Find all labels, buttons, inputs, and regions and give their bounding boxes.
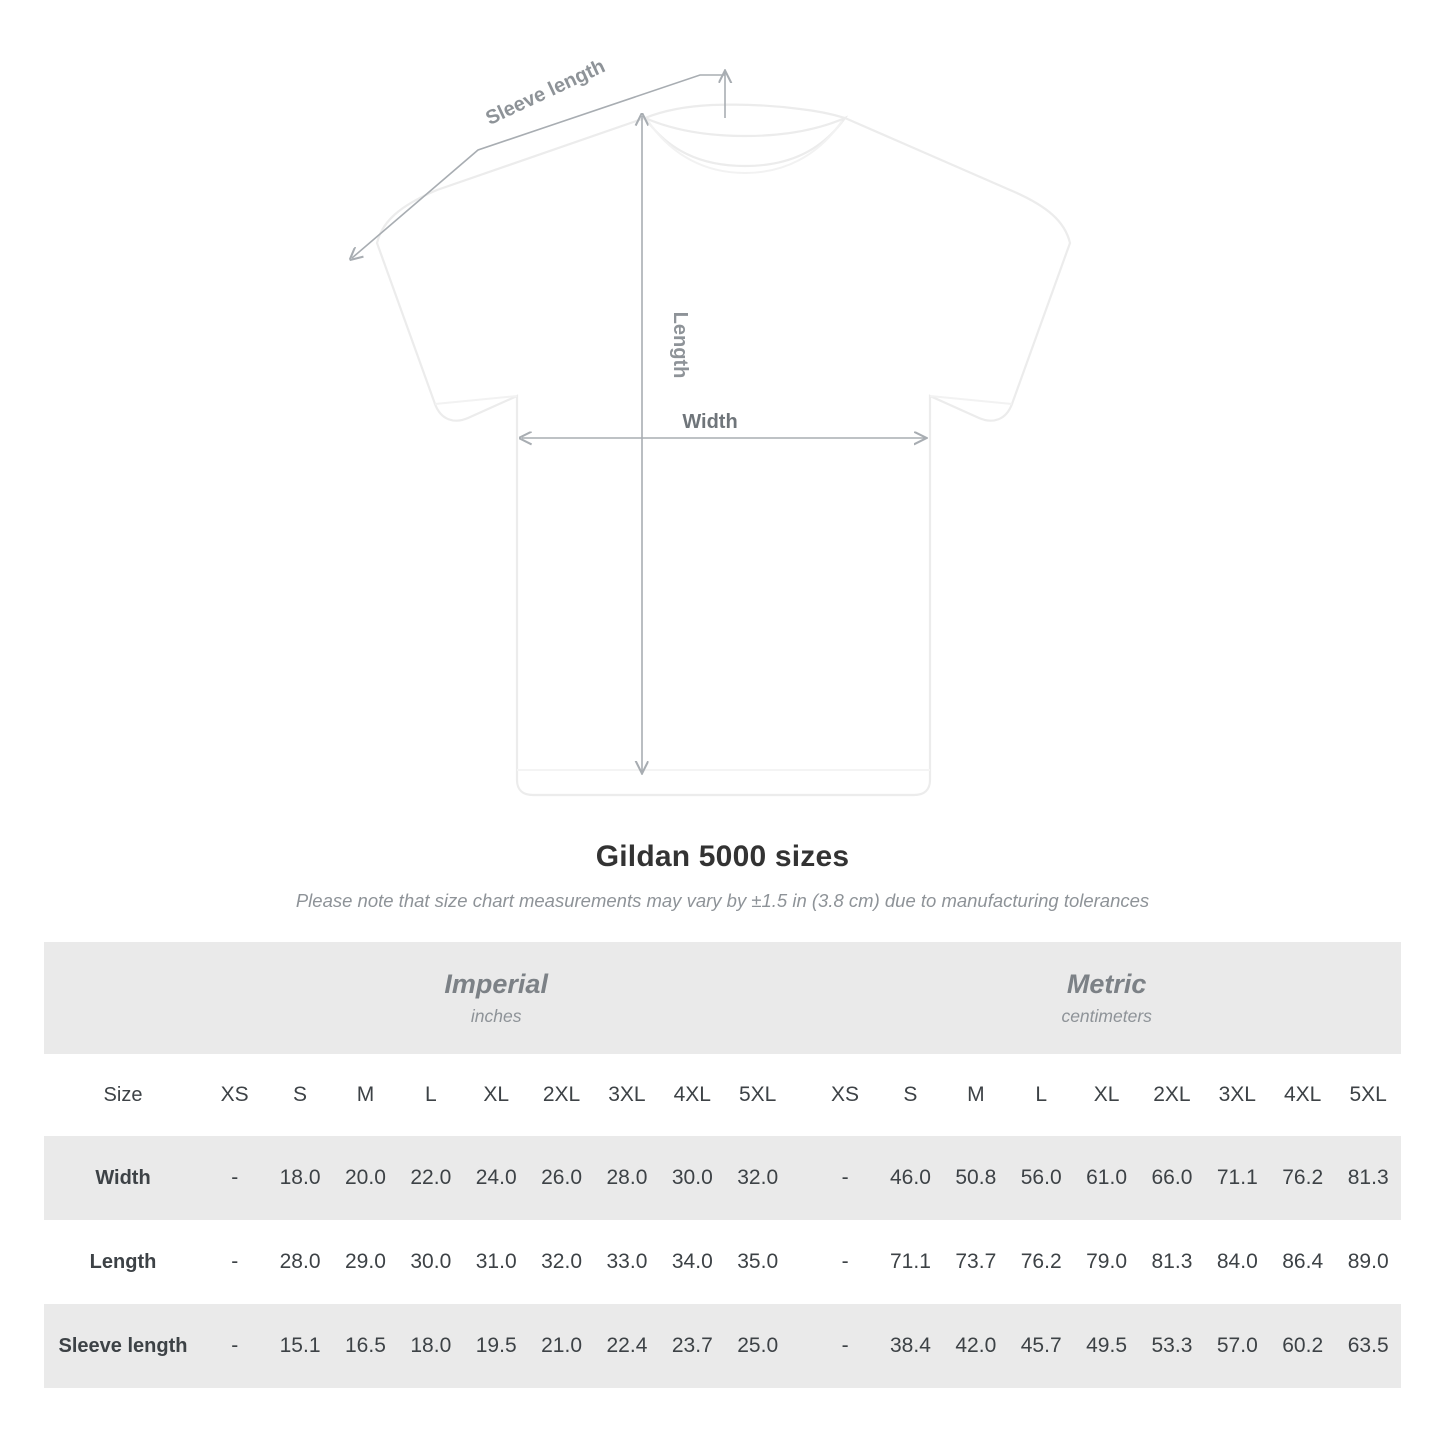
row-label-length: Length [44, 1220, 202, 1304]
size-table [44, 942, 1401, 1388]
tolerance-note: Please note that size chart measurements may vary by ±1.5 in (3.8 cm) due to manufacturing tolerances [295, 890, 1150, 911]
table-row [44, 1304, 1401, 1388]
unit-header-spacer [44, 942, 202, 1054]
size-cell-imperial-m: M [333, 1054, 398, 1136]
width-metric-2xl: 66.0 [1139, 1136, 1204, 1220]
tshirt-shape [377, 105, 1070, 795]
width-metric-3xl: 71.1 [1205, 1136, 1270, 1220]
row-label-width: Width [44, 1136, 202, 1220]
size-cell-metric-l: L [1009, 1054, 1074, 1136]
length-imperial-xs: - [202, 1220, 267, 1304]
width-row-gap [790, 1136, 812, 1220]
size-cell-metric-4xl: 4XL [1270, 1054, 1335, 1136]
length-metric-l: 76.2 [1009, 1220, 1074, 1304]
size-cell-metric-xs: XS [812, 1054, 877, 1136]
metric-system-label: Metric [1066, 968, 1147, 999]
width-imperial-m: 20.0 [333, 1136, 398, 1220]
size-cell-metric-2xl: 2XL [1139, 1054, 1204, 1136]
sleeve-imperial-4xl: 23.7 [660, 1304, 725, 1388]
sleeve-metric-xl: 49.5 [1074, 1304, 1139, 1388]
width-imperial-xl: 24.0 [464, 1136, 529, 1220]
length-imperial-4xl: 34.0 [660, 1220, 725, 1304]
size-cell-imperial-xs: XS [202, 1054, 267, 1136]
size-cell-metric-5xl: 5XL [1335, 1054, 1401, 1136]
sleeve-imperial-2xl: 21.0 [529, 1304, 594, 1388]
width-metric-l: 56.0 [1009, 1136, 1074, 1220]
length-imperial-s: 28.0 [267, 1220, 332, 1304]
length-imperial-m: 29.0 [333, 1220, 398, 1304]
width-imperial-2xl: 26.0 [529, 1136, 594, 1220]
metric-header-cell [812, 942, 1401, 1054]
width-imperial-xs: - [202, 1136, 267, 1220]
size-cell-imperial-3xl: 3XL [594, 1054, 659, 1136]
size-cell-metric-xl: XL [1074, 1054, 1139, 1136]
sleeve-length-label: Sleeve length [482, 55, 609, 130]
imperial-header-cell [202, 942, 790, 1054]
sleeve-imperial-3xl: 22.4 [594, 1304, 659, 1388]
width-imperial-3xl: 28.0 [594, 1136, 659, 1220]
sleeve-metric-3xl: 57.0 [1205, 1304, 1270, 1388]
sleeve-metric-m: 42.0 [943, 1304, 1008, 1388]
size-cell-imperial-s: S [267, 1054, 332, 1136]
metric-unit-label: centimeters [1061, 1006, 1152, 1027]
length-row-gap [790, 1220, 812, 1304]
size-cell-imperial-xl: XL [464, 1054, 529, 1136]
size-row-gap [790, 1054, 812, 1136]
length-metric-4xl: 86.4 [1270, 1220, 1335, 1304]
length-label: Length [669, 311, 691, 379]
width-imperial-l: 22.0 [398, 1136, 463, 1220]
sleeve-metric-4xl: 60.2 [1270, 1304, 1335, 1388]
size-table-wrapper [44, 942, 1401, 1388]
title-block [0, 840, 1445, 912]
width-imperial-4xl: 30.0 [660, 1136, 725, 1220]
length-metric-2xl: 81.3 [1139, 1220, 1204, 1304]
row-label-sleeve-length: Sleeve length [44, 1304, 202, 1388]
length-imperial-3xl: 33.0 [594, 1220, 659, 1304]
width-label: Width [682, 411, 738, 433]
sleeve-metric-xs: - [812, 1304, 877, 1388]
width-imperial-s: 18.0 [267, 1136, 332, 1220]
size-cell-metric-m: M [943, 1054, 1008, 1136]
table-row [44, 1220, 1401, 1304]
width-metric-5xl: 81.3 [1335, 1136, 1401, 1220]
width-metric-xs: - [812, 1136, 877, 1220]
sleeve-imperial-m: 16.5 [333, 1304, 398, 1388]
length-metric-m: 73.7 [943, 1220, 1008, 1304]
size-row-label: Size [44, 1054, 202, 1136]
page-title: Gildan 5000 sizes [595, 840, 850, 873]
sleeve-imperial-5xl: 25.0 [725, 1304, 790, 1388]
length-metric-s: 71.1 [878, 1220, 943, 1304]
size-cell-imperial-5xl: 5XL [725, 1054, 790, 1136]
imperial-system-label: Imperial [444, 968, 548, 999]
unit-header-gap [790, 942, 812, 1054]
width-metric-4xl: 76.2 [1270, 1136, 1335, 1220]
sleeve-imperial-xl: 19.5 [464, 1304, 529, 1388]
size-row [44, 1054, 1401, 1136]
length-metric-xs: - [812, 1220, 877, 1304]
width-imperial-5xl: 32.0 [725, 1136, 790, 1220]
sleeve-metric-5xl: 63.5 [1335, 1304, 1401, 1388]
length-metric-5xl: 89.0 [1335, 1220, 1401, 1304]
length-imperial-xl: 31.0 [464, 1220, 529, 1304]
size-cell-metric-3xl: 3XL [1205, 1054, 1270, 1136]
length-metric-xl: 79.0 [1074, 1220, 1139, 1304]
sleeve-imperial-s: 15.1 [267, 1304, 332, 1388]
imperial-unit-label: inches [470, 1006, 522, 1027]
size-cell-imperial-l: L [398, 1054, 463, 1136]
length-metric-3xl: 84.0 [1205, 1220, 1270, 1304]
length-imperial-2xl: 32.0 [529, 1220, 594, 1304]
width-metric-s: 46.0 [878, 1136, 943, 1220]
sleeve-metric-l: 45.7 [1009, 1304, 1074, 1388]
size-cell-imperial-4xl: 4XL [660, 1054, 725, 1136]
sleeve-metric-2xl: 53.3 [1139, 1304, 1204, 1388]
size-cell-imperial-2xl: 2XL [529, 1054, 594, 1136]
sleeve-imperial-l: 18.0 [398, 1304, 463, 1388]
size-cell-metric-s: S [878, 1054, 943, 1136]
width-metric-m: 50.8 [943, 1136, 1008, 1220]
table-row [44, 1136, 1401, 1220]
sleeve-imperial-xs: - [202, 1304, 267, 1388]
length-imperial-l: 30.0 [398, 1220, 463, 1304]
unit-header-row [44, 942, 1401, 1054]
width-metric-xl: 61.0 [1074, 1136, 1139, 1220]
length-imperial-5xl: 35.0 [725, 1220, 790, 1304]
sleeve-row-gap [790, 1304, 812, 1388]
sleeve-metric-s: 38.4 [878, 1304, 943, 1388]
